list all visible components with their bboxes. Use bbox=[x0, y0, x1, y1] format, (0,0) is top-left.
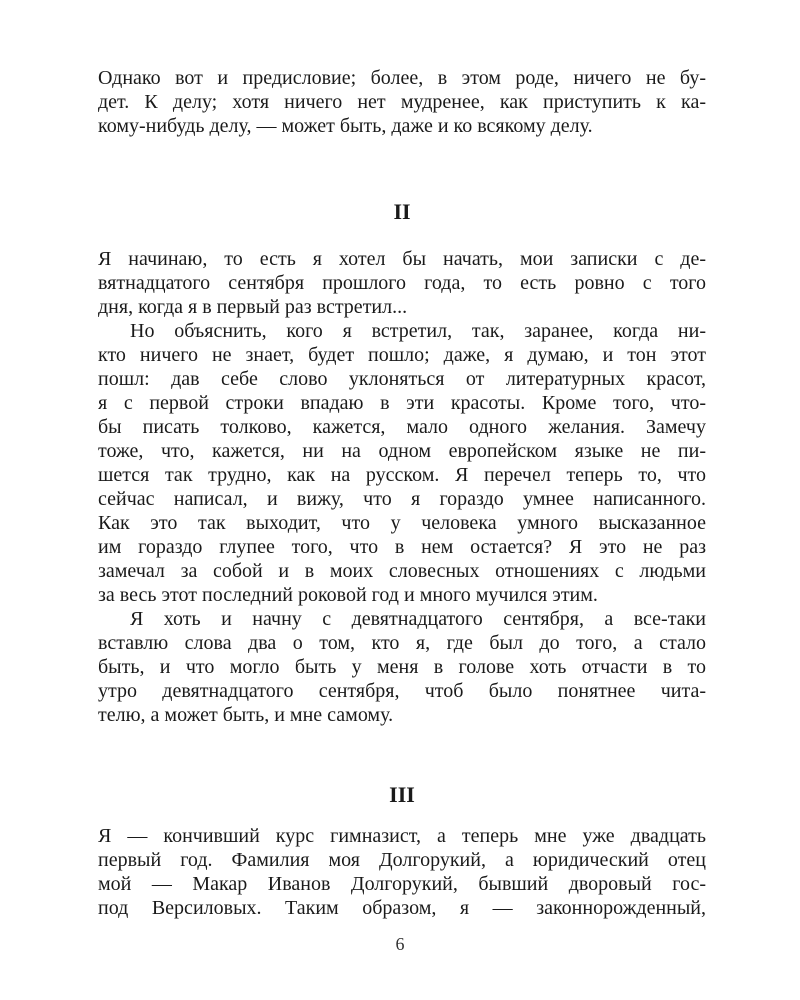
text-line: дня, когда я в первый раз встретил... bbox=[98, 296, 408, 318]
text-line: вятнадцатого сентября прошлого года, то есть ровно с того bbox=[98, 272, 706, 294]
text-line: утро девятнадцатого сентября, чтоб было понятнее чита- bbox=[98, 680, 706, 702]
section-2-text bbox=[98, 247, 706, 727]
text-line: сейчас написал, и вижу, что я гораздо умнее написанного. bbox=[98, 488, 706, 510]
text-line: кто ничего не знает, будет пошло; даже, я думаю, и тон этот bbox=[98, 344, 706, 366]
chapter-heading-3: III bbox=[389, 782, 415, 807]
text-line: телю, а может быть, и мне самому. bbox=[98, 704, 394, 726]
page-text bbox=[98, 66, 706, 920]
text-line: Как это так выходит, что у человека умного высказанное bbox=[98, 512, 706, 534]
text-line: Я — кончивший курс гимназист, а теперь мне уже двадцать bbox=[98, 825, 706, 847]
text-line: Но объяснить, кого я встретил, так, заранее, когда ни- bbox=[130, 320, 706, 342]
text-line: я с первой строки впадаю в эти красоты. Кроме того, что- bbox=[98, 392, 706, 414]
text-line: мой — Макар Иванов Долгорукий, бывший дворовый гос- bbox=[98, 873, 706, 895]
text-line: тоже, что, кажется, ни на одном европейском языке не пи- bbox=[98, 440, 706, 462]
intro-paragraph bbox=[98, 66, 706, 138]
chapter-heading-2: II bbox=[393, 199, 411, 224]
text-line: за весь этот последний роковой год и много мучился этим. bbox=[98, 584, 598, 606]
text-line: кому-нибудь делу, — может быть, даже и ко всякому делу. bbox=[98, 115, 593, 137]
text-line: вставлю слова два о том, кто я, где был до того, а стало bbox=[98, 632, 706, 654]
section-3-text bbox=[98, 824, 706, 920]
page-number: 6 bbox=[395, 934, 405, 954]
text-line: Однако вот и предисловие; более, в этом роде, ничего не бу- bbox=[98, 67, 706, 89]
text-line: быть, и что могло быть у меня в голове хоть отчасти в то bbox=[98, 656, 706, 678]
text-line: пошл: дав себе слово уклоняться от литературных красот, bbox=[98, 368, 706, 390]
text-line: Я хоть и начну с девятнадцатого сентября, а все-таки bbox=[130, 608, 706, 630]
text-line: замечал за собой и в моих словесных отношениях с людьми bbox=[98, 560, 706, 582]
text-line: бы писать толково, кажется, мало одного желания. Замечу bbox=[98, 416, 706, 438]
text-line: Я начинаю, то есть я хотел бы начать, мои записки с де- bbox=[98, 248, 706, 270]
text-line: им гораздо глупее того, что в нем остается? Я это не раз bbox=[98, 536, 706, 558]
text-line: под Версиловых. Таким образом, я — законнорожденный, bbox=[98, 897, 706, 919]
text-line: шется так трудно, как на русском. Я перечел теперь то, что bbox=[98, 464, 706, 486]
text-line: первый год. Фамилия моя Долгорукий, а юридический отец bbox=[98, 849, 706, 871]
text-line: дет. К делу; хотя ничего нет мудренее, как приступить к ка- bbox=[98, 91, 706, 113]
